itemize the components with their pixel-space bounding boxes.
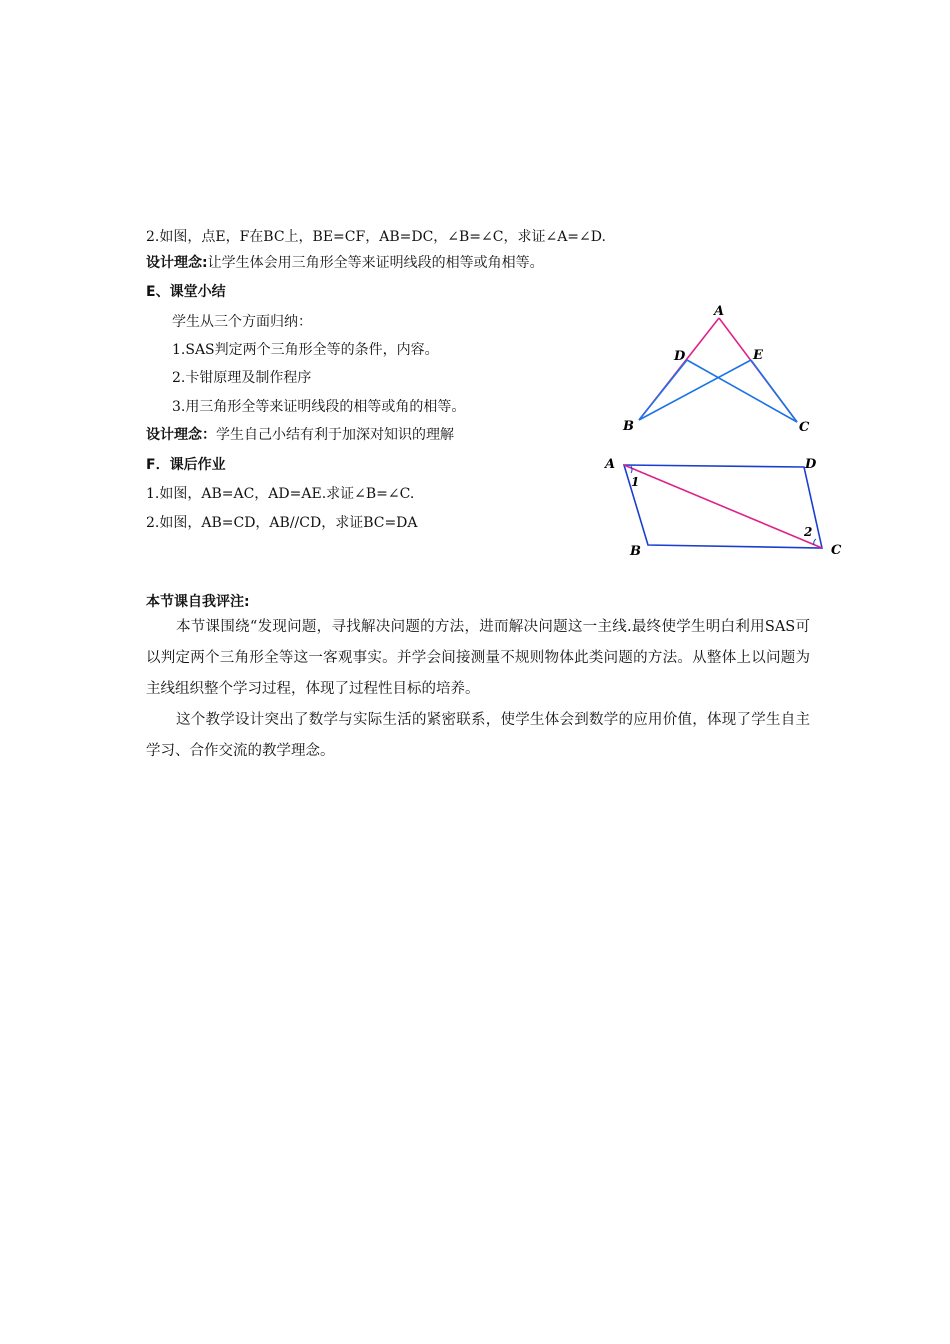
evaluation-paragraph: 这个教学设计突出了数学与实际生活的紧密联系，使学生体会到数学的应用价值，体现了学生自主学习、合作交流的教学理念。 <box>146 712 810 759</box>
angle-2-mark <box>814 539 816 545</box>
angle-1-mark <box>631 466 632 473</box>
angle-2-label: 2 <box>804 525 813 539</box>
segment-dc <box>687 360 797 422</box>
quadrilateral-figure <box>600 450 850 565</box>
diagonal-ac <box>624 465 822 548</box>
label-b: B <box>630 544 641 559</box>
label-d: D <box>674 349 686 364</box>
evaluation-paragraph: 本节课围绕“发现问题，寻找解决问题的方法，进而解决问题这一主线.最终使学生明白利用SAS可以判定两个三角形全等这一客观事实。并学会间接测量不规则物体此类问题的方法。从整体上以问题为主线组织整个学习过程，体现了过程性目标的培养。 <box>146 619 810 697</box>
evaluation-heading: 本节课自我评注: <box>146 594 250 610</box>
label-b: B <box>623 419 634 434</box>
design-note-text: 让学生体会用三角形全等来证明线段的相等或角相等。 <box>207 255 544 271</box>
label-c: C <box>799 420 810 435</box>
label-d: D <box>805 457 817 472</box>
homework-heading: F．课后作业 <box>146 457 226 473</box>
label-e: E <box>753 348 763 363</box>
segment-eb <box>639 360 751 420</box>
design-note-text: 学生自己小结有利于加深对知识的理解 <box>216 427 454 443</box>
triangle-figure <box>615 300 825 440</box>
homework-item: 1.如图，AB=AC，AD=AE.求证∠B=∠C. <box>146 486 415 502</box>
segment-ec <box>751 360 797 422</box>
angle-1-label: 1 <box>631 475 640 489</box>
homework-item: 2.如图，AB=CD，AB//CD，求证BC=DA <box>146 515 418 531</box>
summary-item: 3.用三角形全等来证明线段的相等或角的相等。 <box>172 399 466 415</box>
label-a: A <box>605 457 616 472</box>
exercise-2-text: 2.如图，点E，F在BC上，BE=CF，AB=DC，∠B=∠C，求证∠A=∠D. <box>146 229 606 245</box>
design-note-label: 设计理念: <box>146 255 208 271</box>
label-c: C <box>831 543 842 558</box>
label-a: A <box>714 304 725 319</box>
segment-db <box>639 360 687 420</box>
design-note-1 <box>146 253 544 273</box>
summary-heading: E、课堂小结 <box>146 284 226 300</box>
summary-item: 1.SAS判定两个三角形全等的条件，内容。 <box>172 342 439 358</box>
design-note-2 <box>146 425 454 445</box>
summary-intro: 学生从三个方面归纳： <box>172 314 312 330</box>
design-note-label: 设计理念： <box>146 427 216 443</box>
summary-item: 2.卡钳原理及制作程序 <box>172 370 312 386</box>
